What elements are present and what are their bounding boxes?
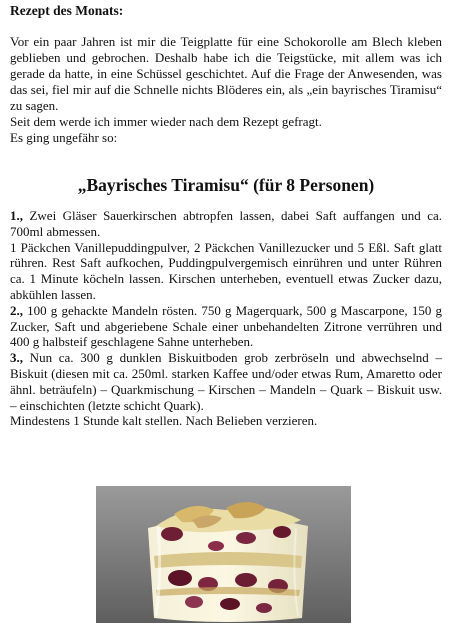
- step-text: 100 g gehackte Mandeln rösten. 750 g Magerquark, 500 g Mascarpone, 150 g Zucker, Saft und abgeriebene Schale einer unbehandelten Zitrone verrühren und 400 g halbsteif geschlagene Sahne unterheben.: [10, 302, 442, 350]
- tiramisu-photo: [96, 486, 351, 623]
- recipe-steps: [10, 208, 442, 429]
- step-1: [10, 208, 442, 240]
- step-text: Zwei Gläser Sauerkirschen abtropfen lassen, dabei Saft auffangen und ca. 700ml abmessen.: [10, 208, 442, 239]
- recipe-title: „Bayrisches Tiramisu“ (für 8 Personen): [77, 175, 375, 195]
- step-2: [10, 303, 442, 350]
- step-number: 3.,: [10, 350, 23, 366]
- step-1-continued: 1 Päckchen Vanillepuddingpulver, 2 Päckchen Vanillezucker und 5 Eßl. Saft glatt rühren. Rest Saft aufkochen, Puddingpulvergemisch einrühren und unter Rühren ca. 1 Minute köcheln lassen. Kirschen unterheben, eventuell etwas Zucker dazu, abkühlen lassen.: [10, 239, 442, 302]
- step-number: 1.,: [10, 208, 23, 223]
- tiramisu-glass-image: [96, 486, 351, 623]
- intro-text: [10, 34, 442, 146]
- intro-line: Seit dem werde ich immer wieder nach dem Rezept gefragt.: [10, 114, 322, 129]
- final-instruction: Mindestens 1 Stunde kalt stellen. Nach Belieben verzieren.: [10, 413, 318, 429]
- step-text: Nun ca. 300 g dunklen Biskuitboden grob zerbröseln und abwechselnd – Biskuit (diesen mit ca. 250ml. starken Kaffee und/oder etwas Rum, Amaretto oder ähnl. beträufeln) – Quarkmischung – Kirschen – Mandeln – Quark – Biskuit usw. – einschichten (letzte schicht Quark).: [10, 350, 442, 413]
- section-title: Rezept des Monats:: [10, 3, 124, 18]
- step-number: 2.,: [10, 302, 23, 318]
- recipe-page: [10, 0, 442, 429]
- intro-line: Es ging ungefähr so:: [10, 130, 118, 145]
- intro-paragraph: Vor ein paar Jahren ist mir die Teigplatte für eine Schokorolle am Blech kleben geblieben und gebrochen. Deshalb habe ich die Teigstücke, mit allem was ich gerade da hatte, in eine Schüssel geschichtet. Auf die Frage der Anwesenden, was das sei, fiel mir auf die Schnelle nichts Blöderes ein, als „ein bayrisches Tiramisu“ zu sagen.: [10, 34, 442, 113]
- step-3: [10, 350, 442, 413]
